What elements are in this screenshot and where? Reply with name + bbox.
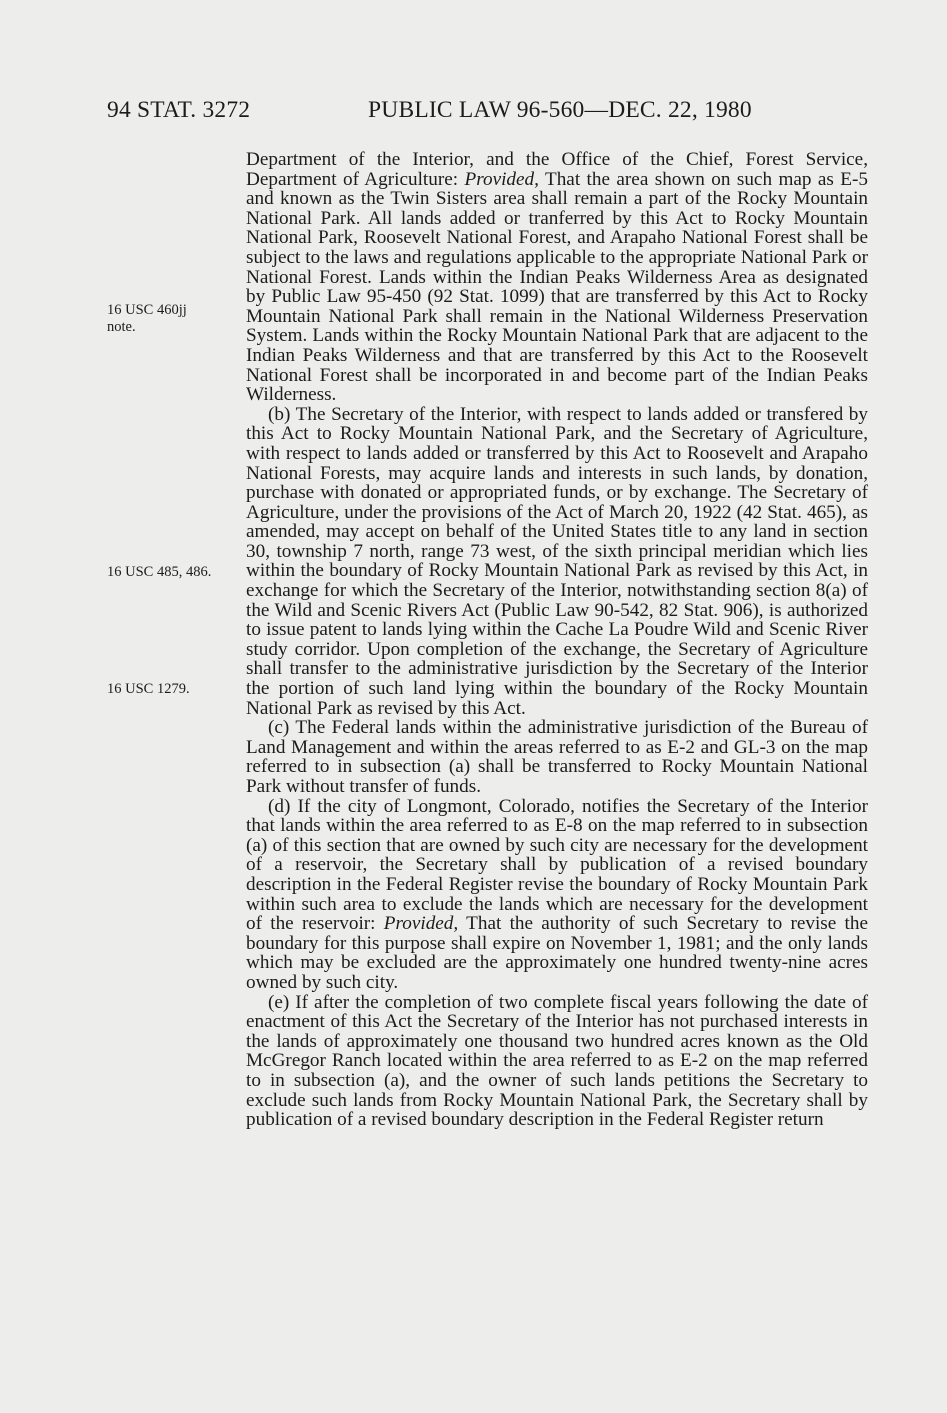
margin-note-line: 16 USC 460jj <box>107 302 187 318</box>
paragraph-a-continued: Department of the Interior, and the Office of the Chief, Forest Service, Department of Agriculture: Provided, That the area shown on such map as E-5 and known as the Twin Sisters area shall remain a part of the Rocky Mountain National Park. All lands added or tranferred by this Act to Rocky Mountain National Park, Roosevelt National Forest, and Arapaho National Forest shall be subject to the laws and regulations applicable to the appropriate National Park or National Forest. Lands within the Indian Peaks Wilderness Area as designated by Public Law 95-450 (92 Stat. 1099) that are transferred by this Act to Rocky Mountain National Park shall remain in the National Wilderness Preservation System. Lands within the Rocky Mountain National Park that are adjacent to the Indian Peaks Wilderness and that are transferred by this Act to the Roosevelt National Forest shall be incorporated in and become part of the Indian Peaks Wilderness. <box>246 149 868 406</box>
paragraph-b: (b) The Secretary of the Interior, with respect to lands added or transfered by this Act to Rocky Mountain National Park, and the Secretary of Agriculture, with respect to lands added or transferred by this Act to Roosevelt and Arapaho National Forests, may acquire lands and interests in such lands, by donation, purchase with donated or appropriated funds, or by exchange. The Secretary of Agriculture, under the provisions of the Act of March 20, 1922 (42 Stat. 465), as amended, may accept on behalf of the United States title to any land in section 30, township 7 north, range 73 west, of the sixth principal meridian which lies within the boundary of Rocky Mountain National Park as revised by this Act, in exchange for which the Secretary of the Interior, notwithstanding section 8(a) of the Wild and Scenic Rivers Act (Public Law 90-542, 82 Stat. 906), is authorized to issue patent to lands lying within the Cache La Poudre Wild and Scenic River study corridor. Upon completion of the exchange, the Secretary of Agriculture shall transfer to the administrative jurisdiction by the Secretary of the Interior the portion of such land lying within the boundary of the Rocky Mountain National Park as revised by this Act. <box>246 403 868 719</box>
body-text <box>246 150 868 1130</box>
margin-note-line: 16 USC 1279. <box>107 681 190 697</box>
margin-note-usc-1279 <box>107 681 237 698</box>
margin-note-line: note. <box>107 319 136 335</box>
margin-note-usc-460jj <box>107 302 237 336</box>
paragraph-d: (d) If the city of Longmont, Colorado, notifies the Secretary of the Interior that lands within the area referred to as E-8 on the map referred to in subsection (a) of this section that are owned by such city are necessary for the development of a reservoir, the Secretary shall by publication of a revised boundary description in the Federal Register revise the boundary of Rocky Mountain Park within such area to exclude the lands which are necessary for the development of the reservoir: Provided, That the authority of such Secretary to revise the boundary for this purpose shall expire on November 1, 1981; and the only lands which may be excluded are the approximately one hundred twenty-nine acres owned by such city. <box>246 795 868 993</box>
stat-reference: 94 STAT. 3272 <box>107 97 251 123</box>
margin-note-usc-485 <box>107 564 237 581</box>
margin-note-line: 16 USC 485, 486. <box>107 564 212 580</box>
paragraph-e: (e) If after the completion of two complete fiscal years following the date of enactment of this Act the Secretary of the Interior has not purchased interests in the lands of approximately one thousand two hundred acres known as the Old McGregor Ranch located within the area referred to as E-2 on the map referred to in subsection (a), and the owner of such lands petitions the Secretary to exclude such lands from Rocky Mountain National Park, the Secretary shall by publication of a revised boundary description in the Federal Register return <box>246 991 868 1131</box>
law-title: PUBLIC LAW 96-560—DEC. 22, 1980 <box>368 97 752 123</box>
paragraph-c: (c) The Federal lands within the administrative jurisdiction of the Bureau of Land Management and within the areas referred to as E-2 and GL-3 on the map referred to in subsection (a) shall be transferred to Rocky Mountain National Park without transfer of funds. <box>246 717 868 797</box>
